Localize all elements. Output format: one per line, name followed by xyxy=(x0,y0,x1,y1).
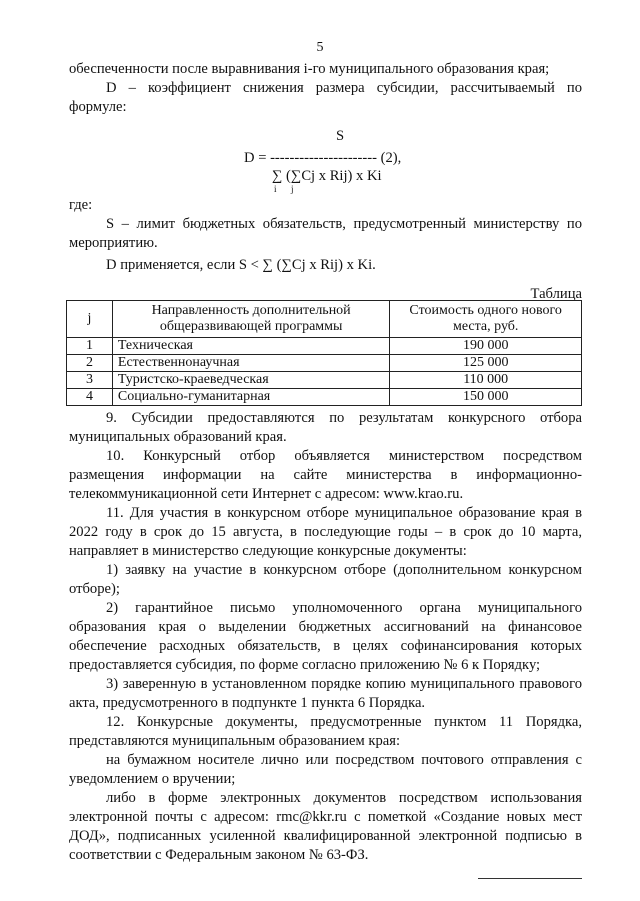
sum-index-i: i xyxy=(274,184,277,194)
table-cell: Естественнонаучная xyxy=(112,355,389,372)
page-number: 5 xyxy=(316,40,324,55)
sum-index-j: j xyxy=(291,184,294,194)
paragraph-12-paper: на бумажном носителе лично или посредством почтового отправления с уведомлением о вручении; xyxy=(69,752,582,787)
table-cell: 4 xyxy=(67,389,113,406)
cost-table xyxy=(66,300,582,406)
paragraph-10: 10. Конкурсный отбор объявляется министерством посредством размещения информации на сайте министерства в информационно-телекоммуникационной сети Интернет с адресом: www.krao.ru. xyxy=(69,448,582,502)
where-block xyxy=(69,196,582,275)
table-header-row xyxy=(67,301,582,338)
table-cell: Туристско-краеведческая xyxy=(112,372,389,389)
text-line: S – лимит бюджетных обязательств, предусмотренный министерству по мероприятию. xyxy=(69,216,582,251)
bottom-rule xyxy=(478,878,582,879)
table-cell: 1 xyxy=(67,338,113,355)
paragraph-11-3: 3) заверенную в установленном порядке копию муниципального правового акта, предусмотренного в подпункте 1 пункта 6 Порядка. xyxy=(69,676,582,711)
paragraph-9: 9. Субсидии предоставляются по результатам конкурсного отбора муниципальных образований края. xyxy=(69,410,582,445)
table-cell: 190 000 xyxy=(390,338,582,355)
header-cell: Стоимость одного нового места, руб. xyxy=(390,301,582,338)
table-cell: 150 000 xyxy=(390,389,582,406)
paragraph-11: 11. Для участия в конкурсном отборе муниципальное образование края в 2022 году в срок до 15 августа, в последующие годы – в срок до 10 марта, направляет в министерство следующие конкурсные документы: xyxy=(69,505,582,559)
intro-block xyxy=(69,60,582,117)
formula-numerator: S xyxy=(336,128,345,144)
table-row xyxy=(67,389,582,406)
paragraph-11-1: 1) заявку на участие в конкурсном отборе (дополнительном конкурсном отборе); xyxy=(69,562,582,597)
table-cell: 110 000 xyxy=(390,372,582,389)
header-cell: j xyxy=(67,301,113,338)
text-line: обеспеченности после выравнивания i-го муниципального образования края; xyxy=(69,61,550,77)
table-cell: Социально-гуманитарная xyxy=(112,389,389,406)
table-cell: Техническая xyxy=(112,338,389,355)
table-caption: Таблица xyxy=(530,286,582,302)
header-cell: Направленность дополнительной общеразвивающей программы xyxy=(112,301,389,338)
table-row xyxy=(67,355,582,372)
text-line: где: xyxy=(69,197,93,213)
paragraph-11-2: 2) гарантийное письмо уполномоченного органа муниципального образования края о выделении бюджетных ассигнований на финансовое обеспечение расходных обязательств, в целях софинансирования которых предоставляется субсидия, по форме согласно приложению № 6 к Порядку; xyxy=(69,600,582,673)
paragraph-12-electronic: либо в форме электронных документов посредством использования электронной почты с адресом: rmc@kkr.ru с пометкой «Создание новых мест ДОД», подписанных усиленной квалифицированной электронной подписью в соответствии с Федеральным законом № 63-ФЗ. xyxy=(69,790,582,863)
table-cell: 125 000 xyxy=(390,355,582,372)
table-row xyxy=(67,372,582,389)
paragraph-12: 12. Конкурсные документы, предусмотренные пунктом 11 Порядка, представляются муниципальным образованием края: xyxy=(69,714,582,749)
table-row xyxy=(67,338,582,355)
body-paragraphs xyxy=(69,409,582,865)
formula-denominator: ∑ (∑Cj x Rij) x Ki xyxy=(272,168,382,184)
text-line: D – коэффициент снижения размера субсидии, рассчитываемый по формуле: xyxy=(69,80,582,115)
formula-2 xyxy=(200,128,460,194)
formula-lhs: D = ---------------------- (2), xyxy=(244,150,402,166)
table-cell: 2 xyxy=(67,355,113,372)
text-line: D применяется, если S < ∑ (∑Cj x Rij) x Ki. xyxy=(106,257,376,273)
table-cell: 3 xyxy=(67,372,113,389)
